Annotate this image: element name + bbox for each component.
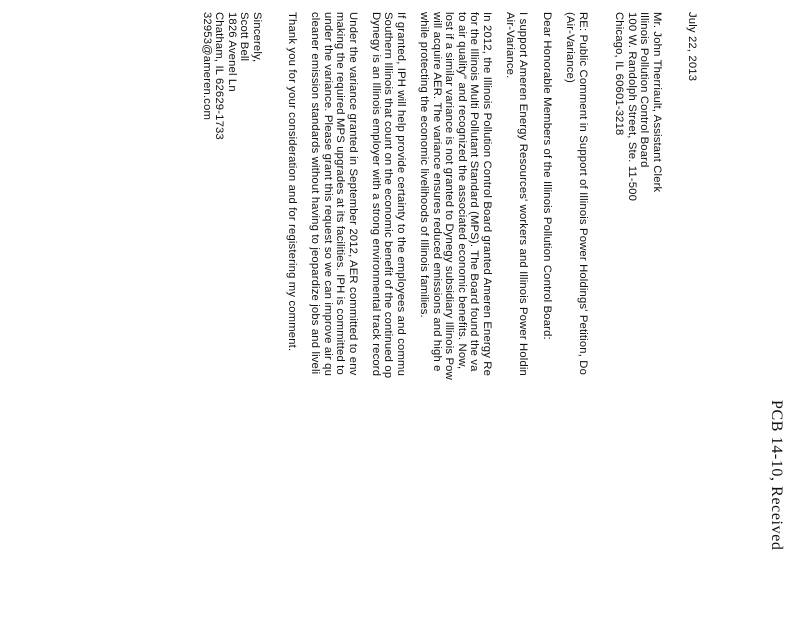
paragraph-line: If granted, IPH will help provide certainty to the employees and commu <box>395 12 407 377</box>
letter-date: July 22, 2013 <box>686 12 698 82</box>
recipient-line: Illinois Pollution Control Board <box>638 12 651 168</box>
paragraph-line: In 2012, the Illinois Pollution Control Board granted Ameren Energy Re <box>481 12 493 377</box>
recipient-line: Mr. John Therriault, Assistant Clerk <box>651 12 663 193</box>
recipient-line: 100 W. Randolph Street, Ste. 11-500 <box>626 12 638 202</box>
paragraph-line: cleaner emission standards without having to jeopardize jobs and liveli <box>309 12 322 375</box>
paragraph-line: lost if a similar variance is not granted to Dynegy subsidiary Illinois Pow <box>443 12 456 380</box>
received-stamp: PCB 14-10, Received <box>768 400 785 551</box>
paragraph-line: for the Illinois Multi Pollutant Standard (MPS). The Board found the va <box>468 12 481 372</box>
paragraph-line: to air quality" and recognized the associated economic benefits. Now, <box>456 12 468 370</box>
paragraph-line: making the required MPS upgrades at its facilities. IPH is committed to <box>334 12 347 375</box>
paragraph-line: under the variance. Please grant this request so we can improve air qu <box>322 12 334 377</box>
signoff-line: Scott Bell <box>238 12 251 62</box>
signoff-line: 1826 Avenel Ln <box>226 12 238 92</box>
paragraph-line: Dynegy is an Illinois employer with a strong environmental track record <box>370 12 382 377</box>
recipient-line: Chicago, IL 60601-3218 <box>613 12 626 136</box>
signoff-email: 32953@ameren.com <box>201 12 213 121</box>
salutation: Dear Honorable Members of the Illinois Pollution Control Board: <box>541 12 553 340</box>
signoff-line: Chatham, IL 62629-1733 <box>213 12 226 140</box>
paragraph-line: Under the variance granted in September 2012, AER committed to env <box>347 12 359 376</box>
paragraph-line: while protecting the economic livelihoods of Illinois families. <box>418 12 431 318</box>
paragraph-line: will acquire AER. The variance ensures reduced emissions and high e <box>431 12 443 372</box>
re-line: (Air-Variance) <box>564 12 577 83</box>
paragraph-line: Air-Variance. <box>504 12 517 79</box>
paragraph-line: Southern Illinois that count on the economic benefit of the continued op <box>382 12 395 379</box>
paragraph-line: I support Ameren Energy Resources' workers and Illinois Power Holdin <box>517 12 529 376</box>
re-line: RE: Public Comment in Support of Illinois Power Holdings' Petition, Do <box>577 12 589 376</box>
closing-thanks: Thank you for your consideration and for registering my comment. <box>286 12 298 352</box>
signoff-line: Sincerely, <box>251 12 263 63</box>
